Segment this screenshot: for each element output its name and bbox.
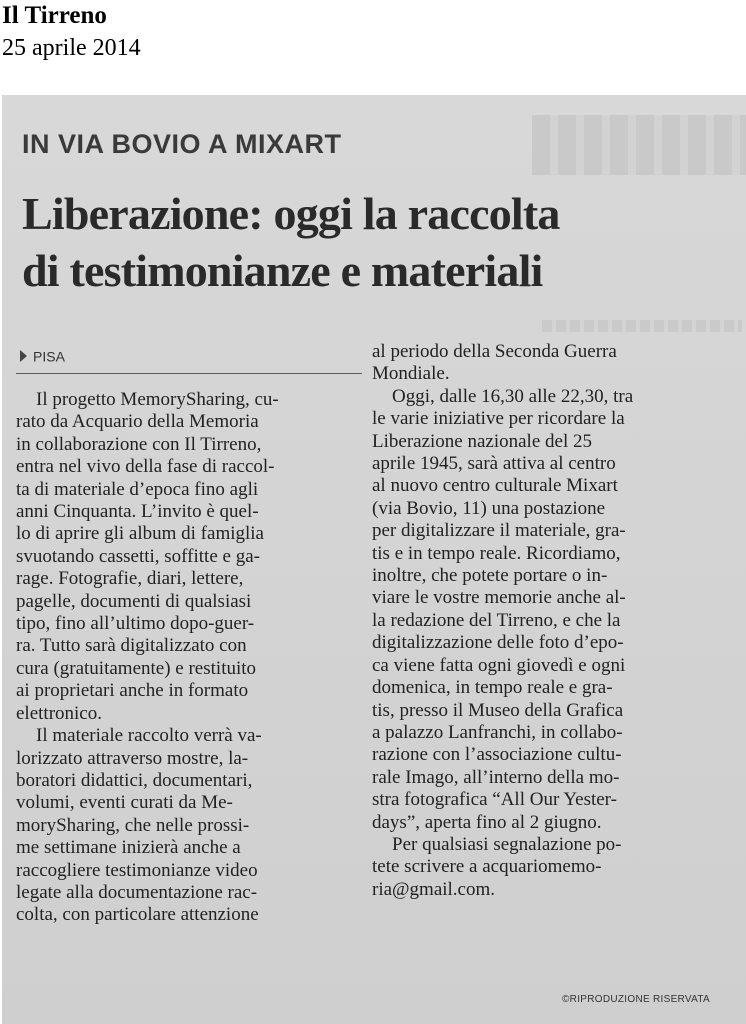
location-label: PISA [33,348,65,365]
text-line: tipo, fino all’ultimo dopo-guer- [16,613,255,635]
text-line: days”, aperta fino al 2 giugno. [372,811,602,833]
text-line: al periodo della Seconda Guerra [372,341,617,362]
text-line: Per qualsiasi segnalazione po- [392,833,622,855]
text-line: (via Bovio, 11) una postazione [372,497,606,519]
text-line: pagelle, documenti di qualsiasi [16,590,252,612]
text-line: in collaborazione con Il Tirreno, [16,433,262,455]
text-line: tis, presso il Museo della Grafica [372,699,624,721]
text-line: elettronico. [16,702,102,724]
text-line: lorizzato attraverso mostre, la- [16,747,249,769]
text-line: me settimane inizierà anche a [16,837,241,859]
text-line: ai proprietari anche in formato [16,680,249,702]
text-line: Mondiale. [372,363,450,385]
text-line: entra nel vivo della fase di raccol- [16,456,275,478]
text-line: boratori didattici, documentari, [16,769,253,791]
source-info [2,0,141,64]
text-line: la redazione del Tirreno, e che la [372,609,621,631]
text-line: volumi, eventi curati da Me- [16,792,233,814]
text-line: legate alla documentazione rac- [16,881,258,903]
text-line: Il progetto MemorySharing, cu- [36,389,279,410]
text-line: viare le vostre memorie anche al- [372,587,626,609]
text-line: le varie iniziative per ricordare la [372,408,625,430]
text-line: rato da Acquario della Memoria [16,411,259,433]
text-line: stra fotografica “All Our Yester- [372,789,617,811]
headline-line-1: Liberazione: oggi la raccolta [22,188,560,239]
text-line: Liberazione nazionale del 25 [372,430,592,452]
text-line: domenica, in tempo reale e gra- [372,677,613,699]
text-line: colta, con particolare attenzione [16,904,259,926]
text-line: rage. Fotografie, diari, lettere, [16,568,244,590]
text-line: digitalizzazione delle foto d’epo- [372,632,624,654]
text-line: raccogliere testimonianze video [16,859,258,881]
text-line: ria@gmail.com. [372,878,496,900]
text-line: inoltre, che potete portare o in- [372,565,608,587]
article-column-left [16,389,360,927]
text-line: morySharing, che nelle prossi- [16,814,250,836]
text-line: ta di materiale d’epoca fino agli [16,478,259,500]
article-kicker: IN VIA BOVIO A MIXART [22,129,342,159]
text-line: Il materiale raccolto verrà va- [36,725,262,747]
bleed-through-text [532,115,746,175]
bleed-through-text [542,320,742,332]
text-line: razione con l’associazione cultu- [372,744,622,766]
text-line: lo di aprire gli album di famiglia [16,523,264,545]
text-line: Oggi, dalle 16,30 alle 22,30, tra [392,385,634,407]
article-headline [22,185,742,299]
text-line: tis e in tempo reale. Ricordiamo, [372,542,621,564]
newspaper-clipping [2,95,746,1024]
text-line: ca viene fatta ogni giovedì e ogni [372,654,626,676]
text-line: tete scrivere a acquariomemo- [372,856,602,878]
text-line: ra. Tutto sarà digitalizzato con [16,635,247,657]
publication-date: 25 aprile 2014 [2,35,141,61]
text-line: rale Imago, all’interno della mo- [372,766,620,788]
text-line: a palazzo Lanfranchi, in collabo- [372,721,623,743]
publication-name: Il Tirreno [2,2,107,29]
text-line: svuotando cassetti, soffitte e ga- [16,545,260,567]
copyright-notice: ©RIPRODUZIONE RISERVATA [562,994,710,1005]
text-line: aprile 1945, sarà attiva al centro [372,453,616,475]
location-dateline [16,347,362,374]
text-line: anni Cinquanta. L’invito è quel- [16,501,259,523]
text-line: cura (gratuitamente) e restituito [16,657,257,679]
headline-line-2: di testimonianze e materiali [22,245,543,296]
article-column-right [372,341,734,901]
text-line: per digitalizzare il materiale, gra- [372,520,626,542]
play-arrow-icon [20,350,27,362]
text-line: al nuovo centro culturale Mixart [372,475,618,497]
